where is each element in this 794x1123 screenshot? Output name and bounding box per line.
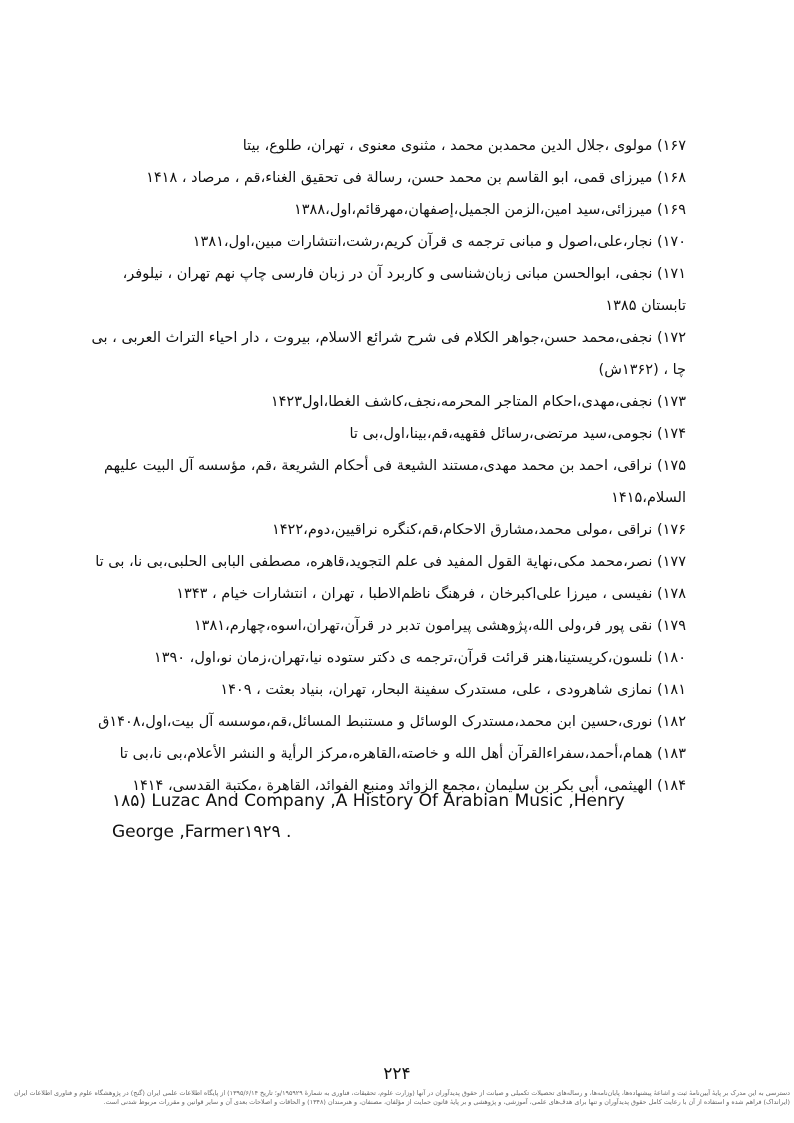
reference-169: ۱۶۹) میرزائی،سید امین،الزمن الجمیل،إصفهان،مهرقائم،اول،۱۳۸۸: [293, 202, 686, 218]
reference-170: ۱۷۰) نجار،علی،اصول و مبانی ترجمه ی قرآن کریم،رشت،انتشارات مبین،اول،۱۳۸۱: [192, 234, 686, 250]
reference-167: ۱۶۷) مولوی ،جلال الدین محمدبن محمد ، مثنوی معنوی ، تهران، طلوع، بیتا: [242, 138, 686, 154]
reference-180: ۱۸۰) نلسون،کریستینا،هنر قرائت قرآن،ترجمه ی دکتر ستوده نیا،تهران،زمان نو،اول، ۱۳۹۰: [153, 650, 686, 666]
reference-168: ۱۶۸) میرزای قمی، ابو القاسم بن محمد حسن، رسالة فی تحقیق الغناء،قم ، مرصاد ، ۱۴۱۸: [146, 170, 686, 186]
reference-185: ۱۸۵) Luzac And Company ,A History Of Arabian Music ,Henry George ,Farmer۱۹۲۹ .: [112, 791, 625, 842]
reference-181: ۱۸۱) نمازی شاهرودی ، علی، مستدرک سفینة البحار، تهران، بنیاد بعثت ، ۱۴۰۹: [220, 682, 686, 698]
reference-173: ۱۷۳) نجفی،مهدی،احکام المتاجر المحرمه،نجف،کاشف الغطا،اول۱۴۲۳: [270, 394, 686, 410]
reference-184: ۱۸۴) الهیثمی، أبی بکر بن سلیمان ،مجمع الزوائد ومنبع الفوائد، القاهرة ،مکتبة القدسی، ۱۴۱۴: [132, 778, 686, 794]
reference-174: ۱۷۴) نجومی،سید مرتضی،رسائل فقهیه،قم،بینا،اول،بی تا: [349, 426, 686, 442]
reference-182: ۱۸۲) نوری،حسین ابن محمد،مستدرک الوسائل و مستنبط المسائل،قم،موسسه آل بیت،اول،۱۴۰۸ق: [98, 714, 686, 730]
page-number: ۲۲۴: [383, 1064, 411, 1084]
reference-178: ۱۷۸) نفیسی ، میرزا علی‌اکبرخان ، فرهنگ ناظم‌الاطبا ، تهران ، انتشارات خیام ، ۱۳۴۳: [176, 586, 686, 602]
reference-176: ۱۷۶) نراقی ،مولی محمد،مشارق الاحکام،قم،کنگره نراقیین،دوم،۱۴۲۲: [271, 522, 686, 538]
reference-172: ۱۷۲) نجفی،محمد حسن،جواهر الکلام فی شرح شرائع الاسلام، بیروت ، دار احیاء التراث العربی ، بی چا ، (۱۳۶۲ش): [91, 330, 686, 378]
reference-171: ۱۷۱) نجفی، ابوالحسن مبانی زبان‌شناسی و کاربرد آن در زبان فارسی چاپ نهم تهران ، نیلوفر، تابستان ۱۳۸۵: [122, 266, 686, 314]
reference-179: ۱۷۹) نقی پور فر،ولی الله،پژوهشی پیرامون تدبر در قرآن،تهران،اسوه،چهارم،۱۳۸۱: [193, 618, 686, 634]
reference-177: ۱۷۷) نصر،محمد مکی،نهایة القول المفید فی علم التجوید،قاهره، مصطفی البابی الحلبی،بی نا، بی تا: [95, 554, 686, 570]
copyright-footer-note: دسترسی به این مدرک بر پایهٔ آیین‌نامهٔ ثبت و اشاعهٔ پیشنهاده‌ها، پایان‌نامه‌ها، و رساله‌های تحصیلات تکمیلی و صیانت از حقوق پدیدآوران در آنها (وزارت علوم، تحقیقات، فناوری به شمارهٔ ۱۹۵۹۲۹/و؛ تاریخ ۱۳۹۵/۶/۱۴) از پایگاه اطلاعات علمی ایران (گنج) در پژوهشگاه علوم و فناوری اطلاعات ایران (ایرانداک) فراهم شده و استفاده از آن با رعایت کامل حقوق پدیدآوران و تنها برای هدف‌های علمی، آموزشی، و پژوهشی و بر پایهٔ قانون حمایت از مؤلفان، مصنفان، و هنرمندان (۱۳۴۸) و الحاقات و اصلاحات بعدی آن و سایر قوانین و مقررات مربوط شدنی است.: [13, 1089, 790, 1106]
reference-183: ۱۸۳) همام،أحمد،سفراءالقرآن أهل الله و خاصته،القاهره،مرکز الرأیة و النشر الأعلام،بی نا،بی تا: [119, 746, 686, 762]
reference-list: [86, 130, 686, 802]
reference-175: ۱۷۵) نراقی، احمد بن محمد مهدی،مستند الشیعة فی أحکام الشریعة ،قم، مؤسسه آل البیت علیهم السلام،۱۴۱۵: [103, 458, 686, 506]
